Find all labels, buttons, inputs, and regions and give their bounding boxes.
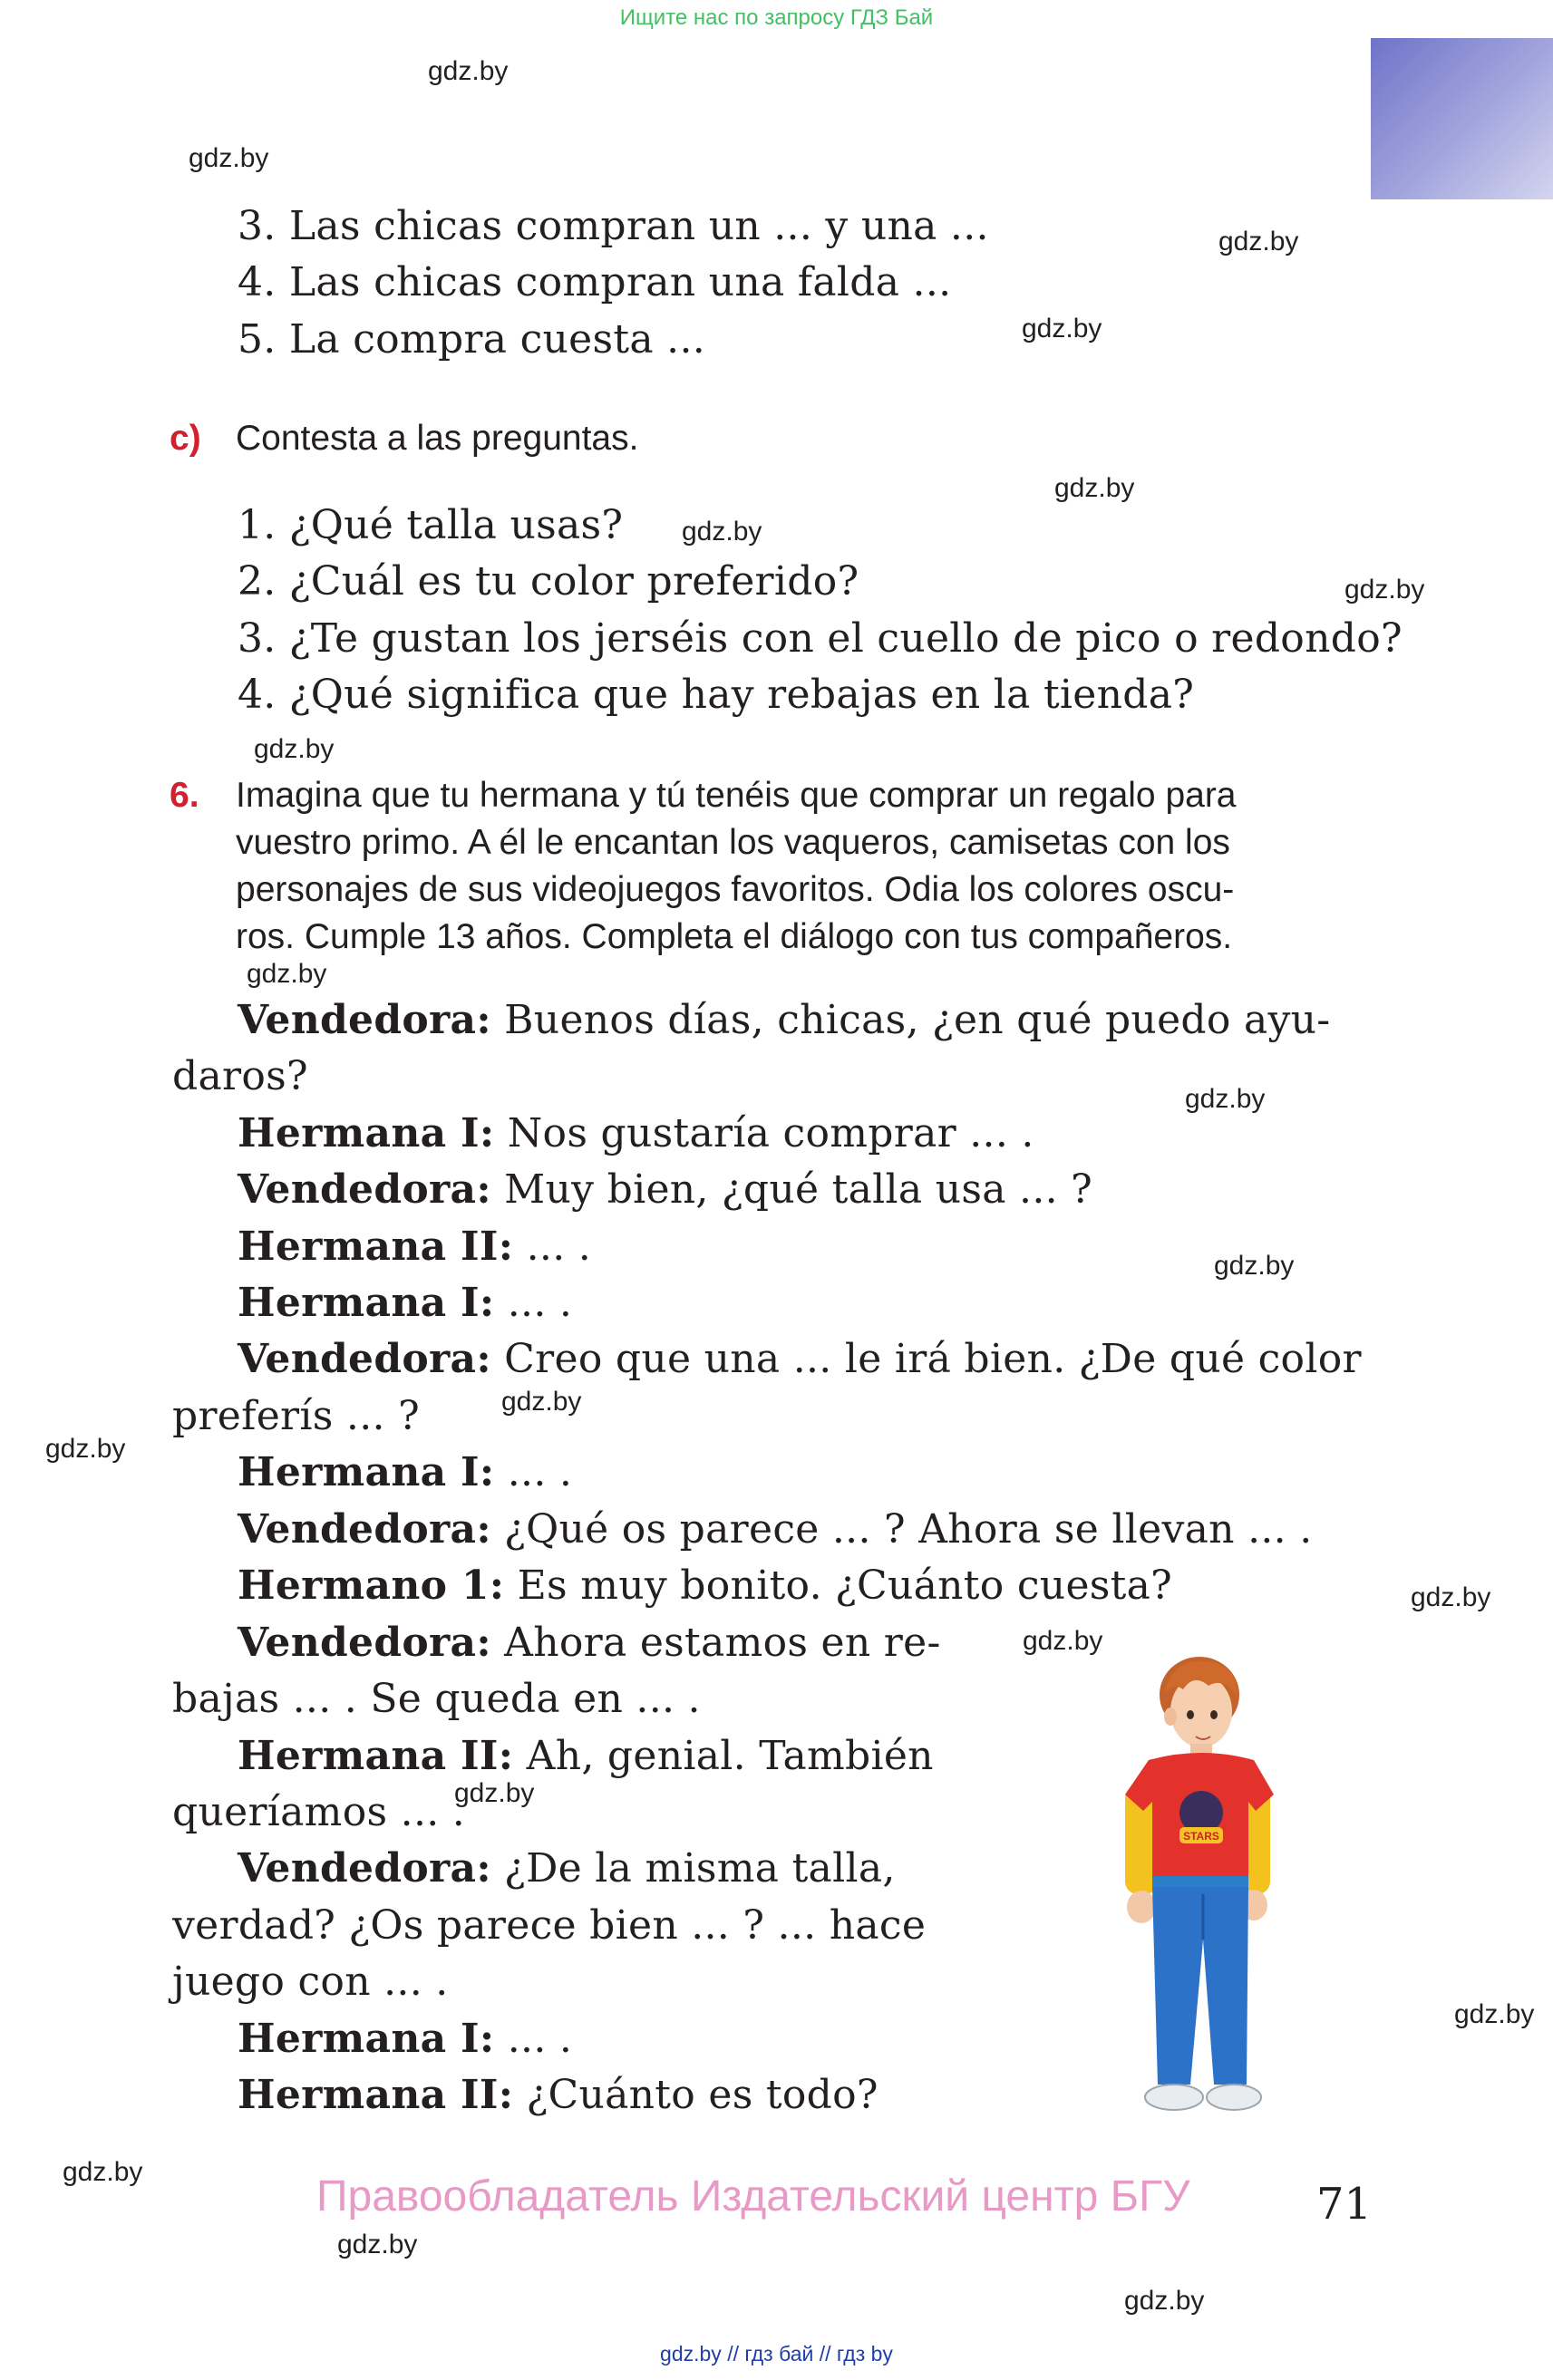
speaker: Vendedora: bbox=[238, 1336, 491, 1382]
dialogue-text: ... . bbox=[494, 2016, 573, 2062]
dialogue-line bbox=[172, 1959, 449, 2005]
watermark: gdz.by bbox=[63, 2157, 143, 2187]
speaker: Hermana II: bbox=[238, 1224, 514, 1270]
dialogue-text: Es muy bonito. ¿Cuánto cuesta? bbox=[504, 1562, 1173, 1609]
section-c-instruction: Contesta a las preguntas. bbox=[236, 419, 639, 458]
question-item: 2. ¿Cuál es tu color preferido? bbox=[238, 558, 859, 605]
exercise-text-line: vuestro primo. A él le encantan los vaqueros, camisetas con los bbox=[236, 823, 1230, 862]
watermark: gdz.by bbox=[189, 143, 269, 173]
watermark: gdz.by bbox=[1218, 227, 1299, 256]
exercise-text-line: Imagina que tu hermana y tú tenéis que comprar un regalo para bbox=[236, 776, 1237, 815]
dialogue-text: daros? bbox=[172, 1053, 308, 1099]
speaker: Vendedora: bbox=[238, 997, 491, 1043]
dialogue-line bbox=[238, 1110, 1034, 1156]
page-number: 71 bbox=[1316, 2179, 1373, 2230]
watermark: gdz.by bbox=[1214, 1251, 1295, 1281]
dialogue-line bbox=[172, 1789, 466, 1835]
dialogue-line bbox=[238, 1506, 1313, 1553]
dialogue-text: ¿Qué os parece ... ? Ahora se llevan ... . bbox=[490, 1506, 1313, 1553]
dialogue-text: preferís ... ? bbox=[172, 1393, 420, 1439]
speaker: Hermana I: bbox=[238, 1449, 495, 1495]
dialogue-text: juego con ... . bbox=[172, 1959, 449, 2005]
watermark: gdz.by bbox=[254, 734, 335, 764]
speaker: Hermana II: bbox=[238, 1733, 514, 1779]
dialogue-line bbox=[238, 1733, 934, 1779]
speaker: Vendedora: bbox=[238, 1620, 491, 1666]
dialogue-text: Ahora estamos en re- bbox=[490, 1620, 941, 1666]
watermark: gdz.by bbox=[1344, 575, 1425, 605]
speaker: Hermana I: bbox=[238, 1110, 495, 1156]
speaker: Vendedora: bbox=[238, 1845, 491, 1891]
dialogue-line bbox=[238, 2016, 573, 2062]
dialogue-text: queríamos ... . bbox=[172, 1789, 466, 1835]
dialogue-text: ... . bbox=[494, 1449, 573, 1495]
watermark: gdz.by bbox=[1454, 1999, 1535, 2029]
dialogue-line bbox=[238, 1166, 1093, 1213]
watermark: gdz.by bbox=[247, 959, 327, 989]
dialogue-line bbox=[238, 1336, 1362, 1382]
corner-decoration bbox=[1371, 38, 1553, 199]
dialogue-text: Buenos días, chicas, ¿en qué puedo ayu- bbox=[490, 997, 1331, 1043]
dialogue-text: bajas ... . Se queda en ... . bbox=[172, 1676, 701, 1722]
watermark: gdz.by bbox=[1022, 314, 1102, 343]
dialogue-line bbox=[238, 1224, 592, 1270]
watermark: gdz.by bbox=[682, 517, 762, 547]
dialogue-line bbox=[238, 1562, 1173, 1609]
dialogue-line bbox=[238, 2072, 878, 2118]
dialogue-line bbox=[238, 1280, 573, 1326]
question-item: 4. ¿Qué significa que hay rebajas en la tienda? bbox=[238, 672, 1195, 718]
top-banner[interactable]: Ищите нас по запросу ГДЗ Бай bbox=[619, 5, 934, 30]
dialogue-line bbox=[238, 1620, 941, 1666]
list-item: 4. Las chicas compran una falda ... bbox=[238, 259, 952, 305]
watermark: gdz.by bbox=[337, 2230, 418, 2259]
bottom-links[interactable]: gdz.by // гдз бай // гдз by bbox=[660, 2342, 893, 2365]
dialogue-line bbox=[172, 1053, 308, 1099]
watermark: gdz.by bbox=[1185, 1084, 1266, 1114]
list-item: 5. La compra cuesta ... bbox=[238, 316, 706, 363]
speaker: Hermana II: bbox=[238, 2072, 514, 2118]
speaker: Vendedora: bbox=[238, 1506, 491, 1553]
exercise-text-line: ros. Cumple 13 años. Completa el diálogo con tus compañeros. bbox=[236, 917, 1233, 956]
shirt-logo-text: STARS bbox=[1183, 1830, 1219, 1843]
dialogue-text: Muy bien, ¿qué talla usa ... ? bbox=[490, 1166, 1093, 1213]
dialogue-line bbox=[172, 1902, 927, 1949]
question-item: 1. ¿Qué talla usas? bbox=[238, 502, 624, 548]
watermark: gdz.by bbox=[1023, 1626, 1103, 1656]
watermark: gdz.by bbox=[454, 1778, 535, 1808]
watermark: gdz.by bbox=[1124, 2286, 1205, 2316]
speaker: Hermana I: bbox=[238, 2016, 495, 2062]
watermark: gdz.by bbox=[501, 1387, 582, 1417]
dialogue-text: verdad? ¿Os parece bien ... ? ... hace bbox=[172, 1902, 927, 1949]
exercise-number: 6. bbox=[170, 776, 199, 815]
dialogue-text: ... . bbox=[513, 1224, 592, 1270]
speaker: Hermano 1: bbox=[238, 1562, 505, 1609]
watermark: gdz.by bbox=[428, 56, 509, 86]
speaker: Hermana I: bbox=[238, 1280, 495, 1326]
dialogue-text: ¿Cuánto es todo? bbox=[513, 2072, 878, 2118]
boy-illustration bbox=[1102, 1650, 1292, 2130]
dialogue-line bbox=[172, 1393, 420, 1439]
watermark: gdz.by bbox=[1054, 473, 1135, 503]
dialogue-line bbox=[238, 1845, 896, 1891]
question-item: 3. ¿Te gustan los jerséis con el cuello de pico o redondo? bbox=[238, 615, 1403, 662]
speaker: Vendedora: bbox=[238, 1166, 491, 1213]
section-c-marker: c) bbox=[170, 419, 201, 458]
dialogue-line bbox=[172, 1676, 701, 1722]
dialogue-line bbox=[238, 997, 1331, 1043]
dialogue-text: Ah, genial. También bbox=[513, 1733, 934, 1779]
watermark: gdz.by bbox=[45, 1434, 126, 1464]
exercise-text-line: personajes de sus videojuegos favoritos. Odia los colores oscu- bbox=[236, 870, 1235, 909]
copyright-notice: Правообладатель Издательский центр БГУ bbox=[316, 2172, 1190, 2220]
dialogue-text: ¿De la misma talla, bbox=[490, 1845, 896, 1891]
dialogue-text: ... . bbox=[494, 1280, 573, 1326]
dialogue-text: Nos gustaría comprar ... . bbox=[494, 1110, 1034, 1156]
list-item: 3. Las chicas compran un ... y una ... bbox=[238, 203, 989, 249]
watermark: gdz.by bbox=[1411, 1582, 1491, 1612]
dialogue-line bbox=[238, 1449, 573, 1495]
dialogue-text: Creo que una ... le irá bien. ¿De qué color bbox=[490, 1336, 1362, 1382]
